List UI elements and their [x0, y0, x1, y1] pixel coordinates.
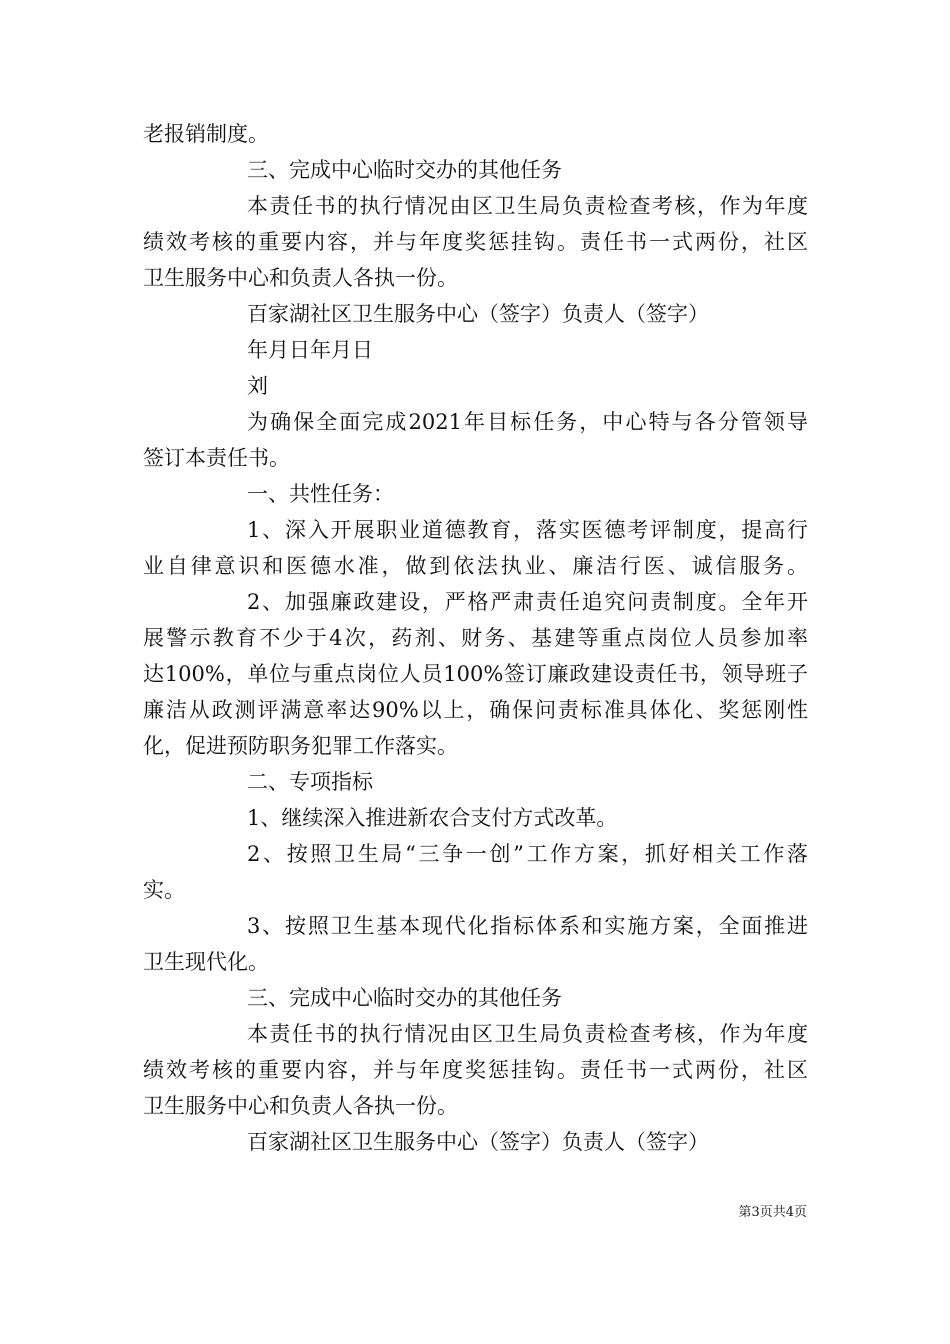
section-heading: 一、共性任务： [247, 482, 394, 506]
text-line: 老报销制度。 [143, 122, 269, 146]
text-line: 展警示教育不少于4次，药剂、财务、基建等重点岗位人员参加率 [143, 626, 808, 650]
date-line: 年月日年月日 [247, 338, 373, 362]
text-line: 刘 [247, 374, 268, 398]
text-line: 卫生服务中心和负责人各执一份。 [143, 266, 458, 290]
text-line: 1、继续深入推进新农合支付方式改革。 [247, 806, 618, 830]
text-line: 3、按照卫生基本现代化指标体系和实施方案，全面推进 [247, 914, 808, 938]
text-line: 签订本责任书。 [143, 446, 290, 470]
text-line: 达100%，单位与重点岗位人员100%签订廉政建设责任书，领导班子 [143, 662, 808, 686]
text-line: 实。 [143, 878, 185, 902]
text-line: 1、深入开展职业道德教育，落实医德考评制度，提高行 [247, 518, 808, 542]
text-line: 本责任书的执行情况由区卫生局负责检查考核，作为年度 [247, 1022, 808, 1046]
section-heading: 三、完成中心临时交办的其他任务 [247, 158, 562, 182]
text-line: 卫生现代化。 [143, 950, 269, 974]
text-line: 绩效考核的重要内容，并与年度奖惩挂钩。责任书一式两份，社区 [143, 230, 808, 254]
page-number-footer: 第3页共4页 [738, 1205, 807, 1220]
section-heading: 二、专项指标 [247, 770, 373, 794]
section-heading: 三、完成中心临时交办的其他任务 [247, 986, 562, 1010]
text-line: 本责任书的执行情况由区卫生局负责检查考核，作为年度 [247, 194, 808, 218]
text-line: 绩效考核的重要内容，并与年度奖惩挂钩。责任书一式两份，社区 [143, 1058, 808, 1082]
text-line: 卫生服务中心和负责人各执一份。 [143, 1094, 458, 1118]
text-line: 2、按照卫生局“三争一创”工作方案，抓好相关工作落 [247, 842, 808, 866]
text-line: 业自律意识和医德水准，做到依法执业、廉洁行医、诚信服务。 [143, 554, 808, 578]
signature-line: 百家湖社区卫生服务中心（签字）负责人（签字） [247, 1130, 709, 1154]
document-body [143, 116, 808, 1160]
text-line: 为确保全面完成2021年目标任务，中心特与各分管领导 [247, 410, 808, 434]
text-line: 2、加强廉政建设，严格严肃责任追究问责制度。全年开 [247, 590, 808, 614]
text-line: 廉洁从政测评满意率达90%以上，确保问责标准具体化、奖惩刚性 [143, 698, 808, 722]
signature-line: 百家湖社区卫生服务中心（签字）负责人（签字） [247, 302, 709, 326]
text-line: 化，促进预防职务犯罪工作落实。 [143, 734, 458, 758]
